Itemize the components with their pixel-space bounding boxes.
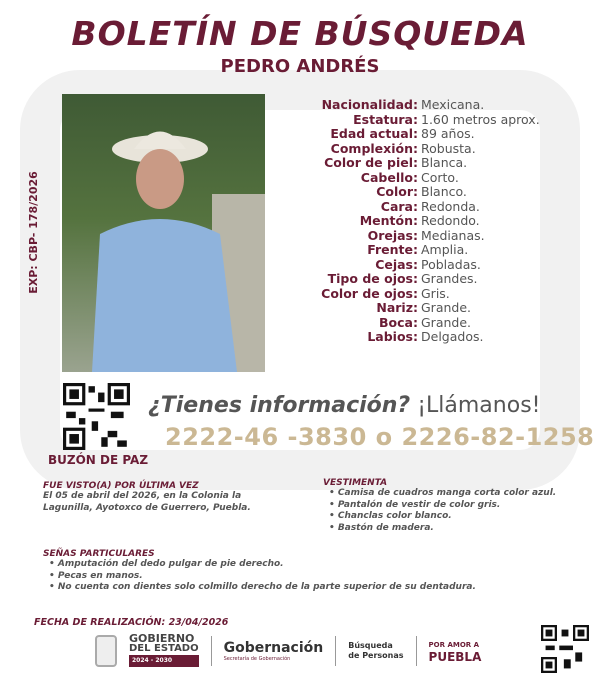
creation-date: FECHA DE REALIZACIÓN: 23/04/2026	[34, 617, 229, 628]
attribute-value: Redondo.	[421, 213, 480, 228]
attribute-value: Delgados.	[421, 329, 484, 344]
person-photo	[62, 94, 265, 372]
cta-text	[148, 393, 540, 418]
attribute-label: Mentón:	[359, 213, 418, 228]
divider	[211, 636, 212, 666]
attribute-label: Cara:	[380, 198, 418, 214]
attribute-row	[290, 330, 540, 345]
attribute-row	[290, 113, 540, 128]
attribute-row	[290, 200, 540, 215]
attribute-label: Orejas:	[367, 227, 418, 243]
page-title: BOLETÍN DE BÚSQUEDA	[71, 14, 529, 53]
attribute-row	[290, 287, 540, 302]
attribute-value: Grande.	[421, 300, 472, 315]
attribute-row	[290, 301, 540, 316]
clothing-section	[323, 478, 593, 534]
clothing-item: • Camisa de cuadros manga corta color azul.	[329, 488, 593, 500]
buzon-label: BUZÓN DE PAZ	[48, 453, 149, 467]
clothing-heading: VESTIMENTA	[323, 478, 388, 488]
attribute-label: Edad actual:	[330, 126, 418, 141]
divider	[416, 636, 417, 666]
phone-numbers[interactable]: 2222-46 -3830 o 2226-82-1258	[165, 423, 595, 451]
last-seen-text: El 05 de abril del 2026, en la Colonia la Lagunilla, Ayotoxco de Guerrero, Puebla.	[43, 491, 251, 513]
attribute-label: Tipo de ojos:	[327, 271, 418, 286]
mark-item: • No cuenta con dientes solo colmillo derecho de la parte superior de su dentadura.	[49, 582, 563, 594]
attribute-value: Redonda.	[421, 198, 480, 214]
attribute-label: Cabello:	[360, 169, 418, 185]
attribute-value: Grandes.	[421, 271, 478, 286]
state-seal-icon	[95, 635, 117, 667]
attribute-row	[290, 98, 540, 113]
mark-item: • Amputación del dedo pulgar de pie derecho.	[49, 559, 563, 571]
attribute-label: Color de piel:	[324, 155, 418, 170]
attribute-row	[290, 272, 540, 287]
mark-item: • Pecas en manos.	[49, 571, 563, 583]
attribute-label: Estatura:	[353, 111, 418, 127]
last-seen-heading: FUE VISTO(A) POR ÚLTIMA VEZ	[43, 481, 199, 491]
attribute-row	[290, 142, 540, 157]
clothing-item: • Bastón de madera.	[329, 523, 593, 535]
attribute-label: Complexión:	[330, 140, 418, 156]
marks-heading: SEÑAS PARTICULARES	[43, 549, 155, 559]
footer-logos	[95, 634, 481, 667]
marks-section	[43, 549, 563, 594]
attribute-value: Mexicana.	[421, 97, 485, 112]
attribute-row	[290, 127, 540, 142]
attribute-label: Boca:	[379, 314, 418, 330]
attribute-value: Grande.	[421, 314, 472, 330]
attribute-value: Medianas.	[421, 227, 485, 243]
attribute-value: Gris.	[421, 285, 450, 301]
attribute-value: Robusta.	[421, 140, 476, 156]
attribute-row	[290, 156, 540, 171]
attribute-value: Blanco.	[421, 184, 467, 199]
attribute-label: Nariz:	[376, 300, 418, 315]
attribute-row	[290, 229, 540, 244]
divider	[335, 636, 336, 666]
attribute-label: Nacionalidad:	[321, 97, 418, 112]
attribute-row	[290, 171, 540, 186]
attribute-row	[290, 243, 540, 258]
por-amor-puebla-logo: POR AMOR A PUEBLA	[428, 640, 482, 664]
case-number: EXP: CBP- 178/2026	[26, 171, 40, 294]
attribute-value: Blanca.	[421, 155, 468, 170]
attribute-row	[290, 258, 540, 273]
attribute-row	[290, 185, 540, 200]
clothing-item: • Chanclas color blanco.	[329, 511, 593, 523]
busqueda-logo: Búsqueda de Personas	[348, 640, 404, 660]
cta-question: ¿Tienes información?	[148, 393, 411, 418]
attribute-row	[290, 316, 540, 331]
attribute-value: Corto.	[421, 169, 459, 185]
attribute-value: Pobladas.	[421, 256, 481, 272]
attribute-label: Cejas:	[375, 256, 418, 272]
attribute-label: Labios:	[367, 329, 418, 344]
person-name: PEDRO ANDRÉS	[220, 56, 380, 77]
attribute-value: Amplia.	[421, 242, 469, 257]
attribute-label: Color:	[376, 184, 418, 199]
attribute-value: 1.60 metros aprox.	[421, 111, 540, 127]
cta-call: ¡Llámanos!	[417, 393, 541, 418]
attributes-list	[290, 98, 540, 345]
clothing-item: • Pantalón de vestir de color gris.	[329, 500, 593, 512]
attribute-value: 89 años.	[421, 126, 475, 141]
attribute-label: Frente:	[367, 242, 418, 257]
last-seen-section	[43, 481, 283, 514]
gobernacion-logo: Gobernación Secretaría de Gobernación	[223, 639, 324, 662]
attribute-row	[290, 214, 540, 229]
qr-code[interactable]	[63, 383, 130, 450]
attribute-label: Color de ojos:	[321, 285, 418, 301]
gobierno-logo: GOBIERNO DEL ESTADO 2024 - 2030	[129, 634, 199, 667]
qr-code-footer[interactable]	[541, 625, 589, 673]
